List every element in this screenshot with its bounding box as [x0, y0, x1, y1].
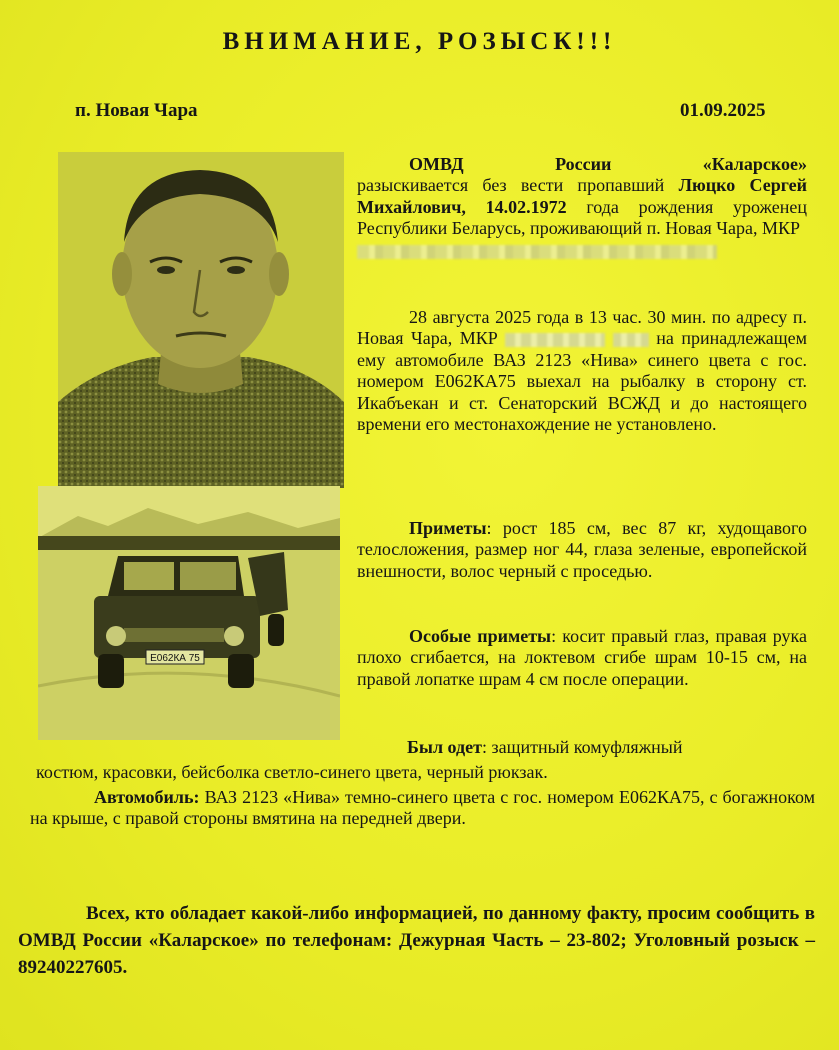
- poster-date: 01.09.2025: [680, 100, 766, 121]
- intro-paragraph: ОМВД России «Каларское» разыскивается без вести пропавший Люцко Сергей Михайлович, 14.02.1972 года рождения уроженец Республики Беларусь, проживающий п. Новая Чара, МКР: [357, 154, 807, 261]
- event-paragraph: 28 августа 2025 года в 13 час. 30 мин. по адресу п. Новая Чара, МКР на принадлежащем ему автомобиле ВАЗ 2123 «Нива» синего цвета с гос. номером Е062КА75 выехал на рыбалку в сторону ст. Икабъекан и ст. Сенаторский ВСЖД и до настоящего времени его местонахождение не установлено.: [357, 307, 808, 435]
- redacted-address: [505, 333, 605, 347]
- location: п. Новая Чара: [75, 100, 198, 121]
- contact-paragraph: Всех, кто обладает какой-либо информацией, по данному факту, просим сообщить в ОМВД России «Каларское» по телефонам: Дежурная Часть – 23-802; Уголовный розыск – 89240227605.: [18, 903, 815, 978]
- car-photo: [38, 486, 340, 740]
- redacted-address: [357, 245, 717, 259]
- clothes-line: Был одет: защитный комуфляжный: [407, 737, 683, 757]
- signs-paragraph: Приметы: рост 185 см, вес 87 кг, худощавого телосложения, размер ног 44, глаза зеленые, европейской внешности, волос черный с проседью.: [357, 518, 807, 581]
- clothes-continuation: костюм, красовки, бейсболка светло-синего цвета, черный рюкзак.: [36, 762, 548, 782]
- special-signs-paragraph: Особые приметы: косит правый глаз, правая рука плохо сгибается, на локтевом сгибе шрам 10-15 см, на правой лопатке шрам 4 см после операции.: [357, 626, 807, 689]
- org-name: ОМВД России «Каларское»: [409, 154, 807, 174]
- missing-person-photo: [58, 152, 344, 488]
- person-name: Люцко Сергей Михайлович, 14.02.1972: [357, 175, 808, 217]
- car-paragraph: Автомобиль: ВАЗ 2123 «Нива» темно-синего цвета с гос. номером Е062КА75, с богажноком на крыше, с правой стороны вмятина на передней двери.: [30, 787, 815, 829]
- plate-text: Е062КА 75: [150, 653, 200, 664]
- poster-title: ВНИМАНИЕ, РОЗЫСК!!!: [222, 28, 617, 55]
